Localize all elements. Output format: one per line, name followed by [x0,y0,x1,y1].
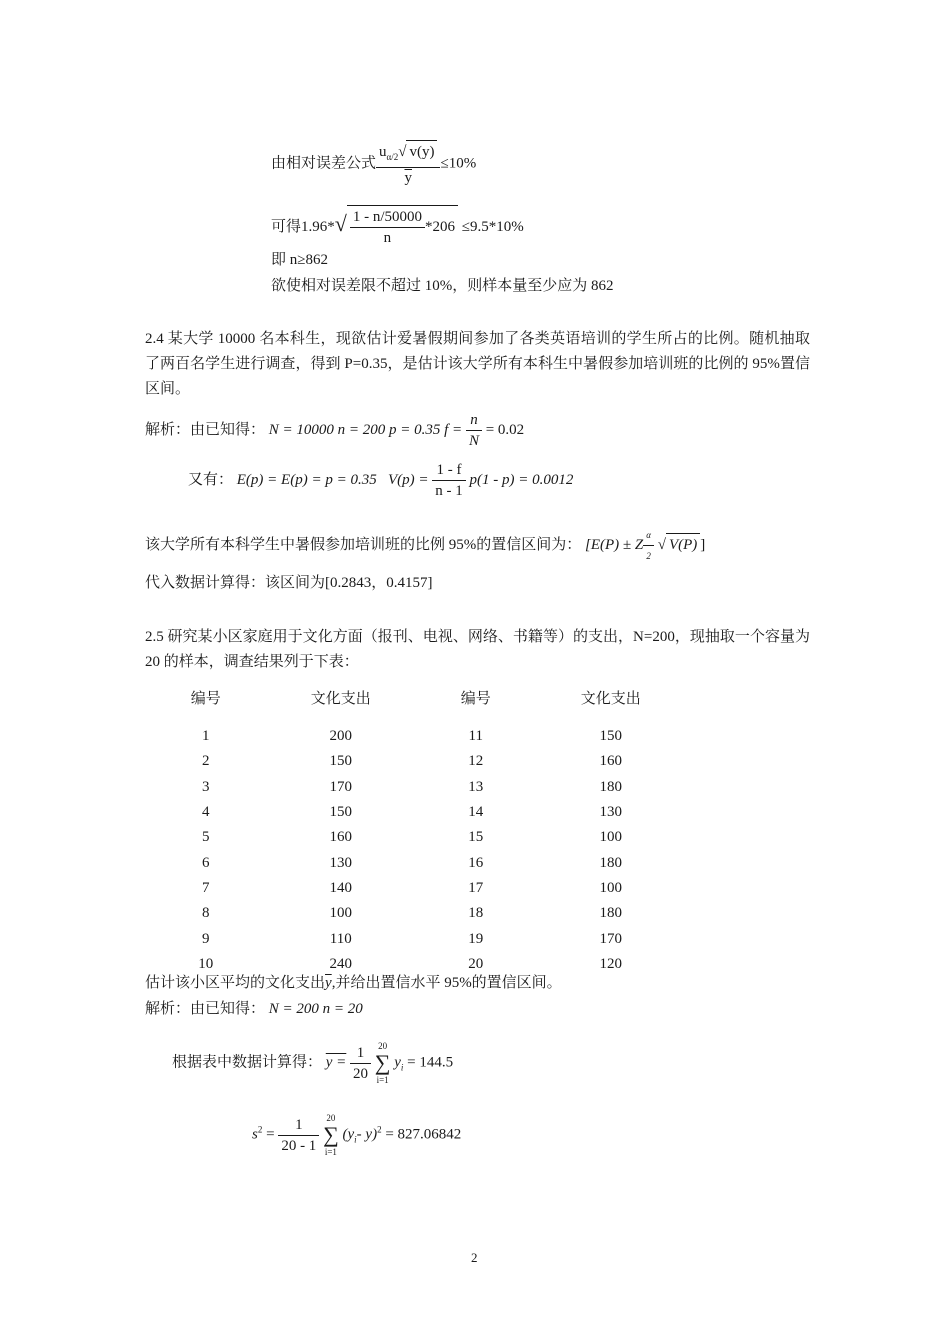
table-row: 6 130 16 180 [202,854,623,871]
table-row: 7 140 17 100 [202,879,623,896]
question-2-5: 2.5 研究某小区家庭用于文化方面（报刊、电视、网络、书籍等）的支出，N=200，现抽取一个容量为 20 的样本，调查结果列于下表： [145,629,810,670]
table-row: 2 150 12 160 [202,753,623,770]
fraction: $\frac{u_{\alpha/2}√ v(y)}{y}$ [376,140,440,188]
q25-estimate: 估计该小区平均的文化支出$\overline{y}$,并给出置信水平 95%的置信区间。 [145,975,562,991]
header-cell: 编号 [190,690,221,707]
q24-result: 代入数据计算得：该区间为[0.2843，0.4157] [145,575,433,591]
table-row: 5 160 15 100 [202,829,623,846]
expense-table [160,684,700,977]
q25-mean: 根据表中数据计算得： y = $\frac{1}{20}$ 20 ∑ i=1 $y_i = 144.5$ [172,1041,454,1085]
given-label: 解析：由已知得： [145,421,266,438]
table-row: 1 200 11 150 [202,728,623,745]
header-cell: 文化支出 [580,690,641,707]
given-label: 解析：由已知得： [145,1001,266,1017]
table-row: 3 170 13 180 [202,778,623,795]
fraction: $\frac{1 - f}{n - 1}$ [432,460,466,501]
q24-given: 解析：由已知得： N = 10000 n = 200 p = 0.35 f = $\frac{n}{N}$ = 0.02 [145,412,525,449]
formula-label: 可得1.96* [271,218,335,235]
table-header-row [160,684,700,714]
question-2-4: 2.4 某大学 10000 名本科生，现欲估计爱暑假期间参加了各类英语培训的学生所占的比例。随机抽取了两百名学生进行调查，得到 P=0.35，是估计该大学所有本科生中暑假参加培训班的比例的 95%置信区间。 [145,331,810,397]
q25-variance: $s^2$ = $\frac{1}{20 - 1}$ 20 ∑ i=1 ($y_i-$ y)$^2$ = 827.06842 [252,1113,462,1157]
table-row: 8 100 18 180 [202,905,623,922]
sum-operator: 20 ∑ i=1 [374,1041,391,1085]
fraction: $\frac{1}{20}$ [350,1043,371,1084]
q25-given: 解析：由已知得： N = 200 n = 20 [145,1001,363,1017]
also-label: 又有： [188,471,234,488]
ci-label: 该大学所有本科学生中暑假参加培训班的比例 95%的置信区间为： [145,536,582,553]
q24-also: 又有： E(p) = E(p) = p = 0.35 V(p) = $\frac{1 - f}{n - 1}$ p(1 - p) = 0.0012 [188,462,574,499]
table-row: 9 110 19 170 [202,930,623,947]
conclusion-line: 欲使相对误差限不超过 10%，则样本量至少应为 862 [271,278,614,294]
result-line: 即 n≥862 [271,252,328,268]
table-row: 10 240 20 120 [198,955,623,972]
table-row: 4 150 14 130 [202,804,623,821]
formula-relative-error [271,140,476,188]
page-number: 2 [471,1250,478,1265]
sum-operator: 20 ∑ i=1 [323,1113,339,1157]
formula-rhs: ≤10% [440,155,477,172]
calc-label: 根据表中数据计算得： [172,1054,323,1071]
header-cell: 文化支出 [310,690,371,707]
q24-ci: 该大学所有本科学生中暑假参加培训班的比例 95%的置信区间为： [E(P) ± Z $\frac{\alpha}{2}$ √ V(P) ] [145,525,705,566]
fraction: $\frac{1}{20 - 1}$ [278,1115,319,1156]
subscript-fraction: $\frac{\alpha}{2}$ [643,525,654,566]
fraction: $\frac{n}{N}$ [466,410,482,451]
formula-rhs: ≤9.5*10% [461,218,524,235]
formula-sample-size: 可得1.96*√ $\frac{1 - n/50000}{n}$ *206 ≤9.5*10% [271,205,524,248]
formula-label: 由相对误差公式 [271,155,377,172]
header-cell: 编号 [460,690,491,707]
sqrt-expression: $\frac{1 - n/50000}{n}$ *206 [347,205,458,248]
